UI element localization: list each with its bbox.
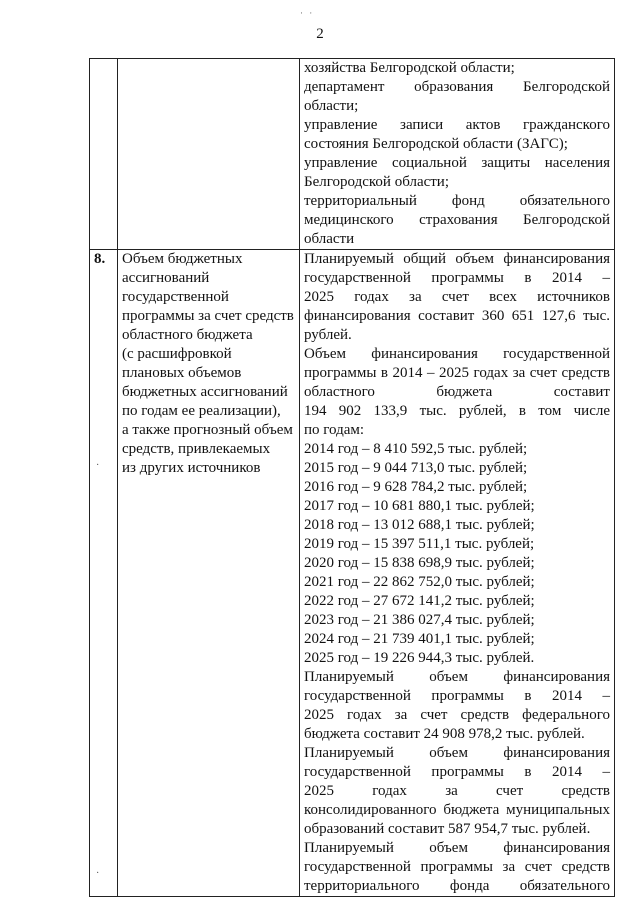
table-row-continued [90,59,615,250]
text-line: 194 902 133,9 тыс. рублей, в том числе [304,403,610,419]
text-line: областного бюджета составит [304,384,610,400]
municipal-budget-paragraph [304,744,610,839]
text-line: управление записи актов гражданского [304,117,610,133]
text-line: государственной программы за счет средств [304,859,610,875]
year-item: 2018 год – 13 012 688,1 тыс. рублей; [304,517,535,533]
text-line: программы в 2014 – 2025 годах за счет средств [304,365,610,381]
year-item: 2016 год – 9 628 784,2 тыс. рублей; [304,479,528,495]
label-line: (с расшифровкой [122,346,232,362]
text-line: консолидированного бюджета муниципальных [304,802,610,818]
text-line: государственной программы в 2014 – [304,764,610,780]
text-line: территориальный фонд обязательного [304,193,610,209]
label-line: государственной [122,289,229,305]
text-line: бюджета составит 24 908 978,2 тыс. рублей. [304,726,585,742]
text-line: департамент образования Белгородской [304,79,610,95]
year-item: 2024 год – 21 739 401,1 тыс. рублей; [304,631,535,647]
text-line: рублей. [304,327,352,343]
text-line: медицинского страхования Белгородской [304,212,610,228]
scan-speck: · [96,868,100,879]
text-line: образований составит 587 954,7 тыс. рублей. [304,821,591,837]
label-line: средств, привлекаемых [122,441,271,457]
responsible-bodies-cell [300,59,615,250]
row-label-cell-empty [118,59,300,250]
label-line: а также прогнозный объем [122,422,293,438]
year-item: 2021 год – 22 862 752,0 тыс. рублей; [304,574,535,590]
text-line: по годам: [304,422,365,438]
text-line: государственной программы в 2014 – [304,688,610,704]
text-line: Планируемый объем финансирования [304,669,610,685]
label-line: программы за счет средств [122,308,294,324]
year-item: 2014 год – 8 410 592,5 тыс. рублей; [304,441,528,457]
label-line: ассигнований [122,270,210,286]
scan-speck: · [96,460,100,471]
label-line: плановых объемов [122,365,242,381]
program-passport-table [89,58,615,897]
text-line: Белгородской области; [304,174,450,190]
financing-cell [300,250,615,897]
label-line: из других источников [122,460,261,476]
table-row-8 [90,250,615,897]
label-line: бюджетных ассигнований [122,384,288,400]
text-line: государственной программы в 2014 – [304,270,610,286]
year-item: 2020 год – 15 838 698,9 тыс. рублей; [304,555,535,571]
tfoms-paragraph [304,839,610,896]
text-line: области [304,231,355,247]
year-item: 2019 год – 15 397 511,1 тыс. рублей; [304,536,535,552]
text-line: Планируемый общий объем финансирования [304,251,610,267]
text-line: Планируемый объем финансирования [304,840,610,856]
year-item: 2017 год – 10 681 880,1 тыс. рублей; [304,498,535,514]
text-line: 2025 годах за счет всех источников [304,289,610,305]
text-line: Планируемый объем финансирования [304,745,610,761]
scan-specks: · · [300,8,315,18]
text-line: Объем финансирования государственной [304,346,610,362]
text-line: состояния Белгородской области (ЗАГС); [304,136,568,152]
text-line: 2025 годах за счет средств [304,783,610,799]
label-line: по годам ее реализации), [122,403,281,419]
total-financing-paragraph [304,250,610,345]
year-item: 2022 год – 27 672 141,2 тыс. рублей; [304,593,535,609]
row-number-cell-empty [90,59,118,250]
regional-budget-paragraph [304,345,610,440]
yearly-breakdown-list [304,440,610,668]
page-number: 2 [316,26,324,42]
text-line: территориального фонда обязательного [304,878,610,894]
text-line: области; [304,98,359,114]
year-item: 2025 год – 19 226 944,3 тыс. рублей. [304,650,535,666]
text-line: 2025 годах за счет средств федерального [304,707,610,723]
year-item: 2023 год – 21 386 027,4 тыс. рублей; [304,612,535,628]
year-item: 2015 год – 9 044 713,0 тыс. рублей; [304,460,528,476]
row-label-cell [118,250,300,897]
row-number: 8. [90,250,118,897]
label-line: Объем бюджетных [122,251,243,267]
text-line: финансирования составит 360 651 127,6 тыс. [304,308,610,324]
federal-budget-paragraph [304,668,610,744]
text-line: хозяйства Белгородской области; [304,60,515,76]
text-line: управление социальной защиты населения [304,155,610,171]
label-line: областного бюджета [122,327,253,343]
